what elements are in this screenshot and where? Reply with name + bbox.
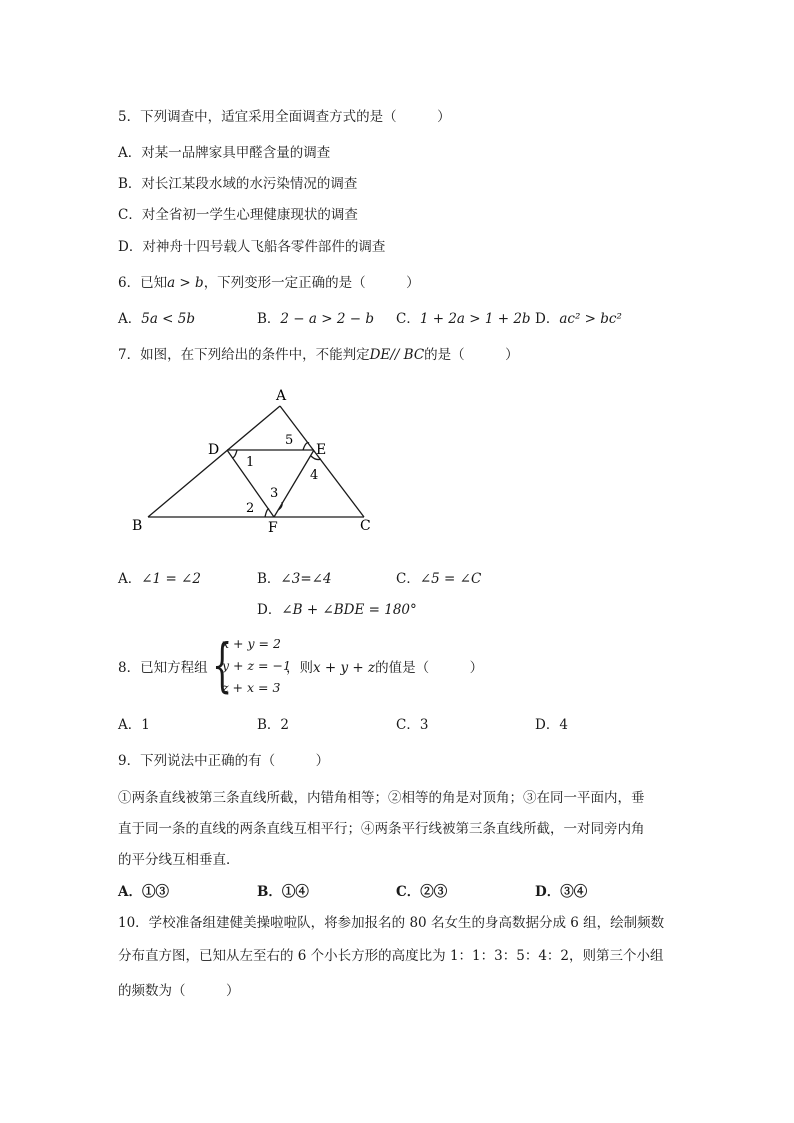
q7-option-d-label: D． [257, 602, 282, 618]
figure-label-e: E [316, 442, 327, 458]
q5-option-a: A．对某一品牌家具甲醛含量的调查 [118, 145, 331, 161]
q10-line-3: 的频数为（ ） [118, 983, 240, 999]
q8-equation-1: x + y = 2 [222, 636, 281, 651]
q6-option-c-math: 1 + 2a > 1 + 2b [419, 311, 531, 327]
q7-stem [118, 345, 519, 365]
q8-stem-rest [286, 658, 483, 678]
q5-option-b: B．对长江某段水域的水污染情况的调查 [118, 176, 358, 192]
q8-option-a: A．1 [118, 717, 150, 733]
q7-option-c-math: ∠5 = ∠C [419, 571, 482, 587]
q8-option-c: C．3 [396, 717, 429, 733]
q10-line-1: 10．学校准备组建健美操啦啦队，将参加报名的 80 名女生的身高数据分成 6 组，绘制频数 [118, 915, 665, 931]
q9-option-a: A．①③ [118, 884, 169, 900]
q8-option-d: D．4 [535, 717, 568, 733]
q7-option-c [396, 569, 481, 589]
q6-option-d-math: ac² > bc² [559, 311, 622, 327]
q6-stem-prefix: 6．已知 [118, 275, 168, 291]
figure-label-d: D [208, 442, 220, 458]
q6-option-b-math: 2 − a > 2 − b [280, 311, 374, 327]
q8-stem-suffix: 的值是（ ） [375, 660, 484, 676]
q7-option-c-label: C． [396, 571, 420, 587]
q9-body-line-2: 直于同一条的直线的两条直线互相平行；④两条平行线被第三条直线所截，一对同旁内角 [118, 821, 645, 837]
q7-stem-suffix: 的是（ ） [424, 347, 519, 363]
q5-option-c: C．对全省初一学生心理健康现状的调查 [118, 207, 358, 223]
q9-option-b: B．①④ [257, 884, 309, 900]
figure-label-f: F [268, 520, 278, 536]
q6-option-b-label: B． [257, 311, 281, 327]
q7-option-a [118, 569, 201, 589]
q9-option-c: C．②③ [396, 884, 448, 900]
q8-equation-2: y + z = −1 [222, 658, 291, 673]
q6-option-c-label: C． [396, 311, 420, 327]
q7-stem-prefix: 7．如图，在下列给出的条件中，不能判定 [118, 347, 370, 363]
figure-label-c: C [360, 518, 371, 534]
figure-angle-3: 3 [270, 486, 279, 501]
q6-option-a-math: 5a < 5b [141, 311, 196, 327]
q10-line-2: 分布直方图，已知从左至右的 6 个小长方形的高度比为 1：1：3：5：4：2，则第三个小组 [118, 948, 664, 964]
q8-stem-mid: ，则 [286, 660, 313, 676]
q9-stem: 9．下列说法中正确的有（ ） [118, 753, 330, 769]
q8-stem-prefix: 8．已知方程组 [118, 660, 208, 676]
q7-option-d [257, 600, 417, 620]
q9-option-d: D．③④ [535, 884, 588, 900]
q8-option-b: B．2 [257, 717, 290, 733]
q6-stem [118, 273, 420, 293]
figure-angle-1: 1 [246, 455, 255, 470]
q7-option-d-math: ∠B + ∠BDE = 180° [281, 602, 417, 618]
q7-stem-math: DE// BC [369, 347, 425, 363]
q7-option-a-math: ∠1 = ∠2 [141, 571, 201, 587]
triangle-figure [128, 382, 388, 540]
q7-option-a-label: A． [118, 571, 142, 587]
q7-option-b-math: ∠3=∠4 [280, 571, 332, 587]
q6-stem-math: a > b [167, 275, 204, 291]
q6-option-a [118, 309, 195, 329]
q6-option-a-label: A． [118, 311, 142, 327]
q6-option-c [396, 309, 531, 329]
q6-option-d [535, 309, 622, 329]
q5-option-d: D．对神舟十四号载人飞船各零件部件的调查 [118, 239, 386, 255]
figure-label-b: B [132, 518, 143, 534]
q8-equation-3: z + x = 3 [222, 680, 281, 695]
figure-angle-5: 5 [285, 433, 294, 448]
q8-stem-math: x + y + z [313, 660, 376, 676]
figure-angle-2: 2 [246, 501, 255, 516]
q7-option-b-label: B． [257, 571, 281, 587]
figure-label-a: A [276, 388, 287, 404]
q9-body-line-3: 的平分线互相垂直． [118, 852, 240, 868]
q6-option-b [257, 309, 374, 329]
q6-option-d-label: D． [535, 311, 560, 327]
q6-stem-suffix: ，下列变形一定正确的是（ ） [203, 275, 420, 291]
figure-angle-4: 4 [310, 468, 319, 483]
q9-body-line-1: ①两条直线被第三条直线所截，内错角相等；②相等的角是对顶角；③在同一平面内，垂 [118, 790, 645, 806]
q5-stem: 5．下列调查中，适宜采用全面调查方式的是（ ） [118, 109, 451, 125]
left-brace-icon: { [212, 631, 233, 699]
q7-option-b [257, 569, 332, 589]
